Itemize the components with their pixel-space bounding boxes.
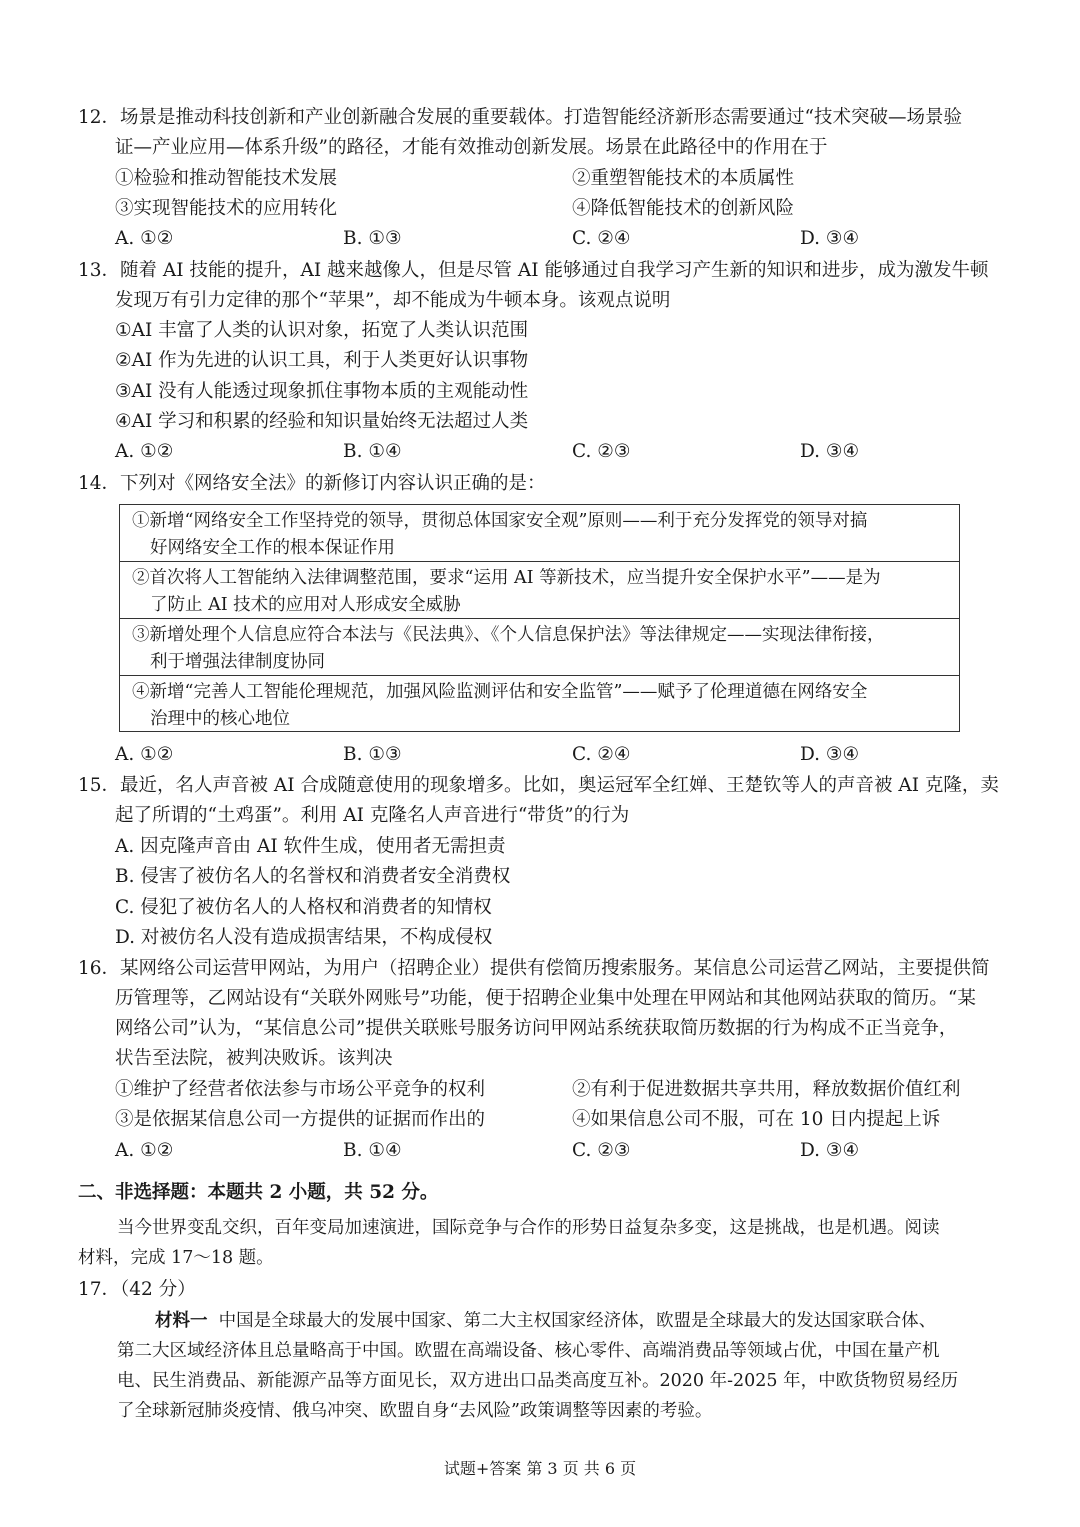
q16-item-1: ①维护了经营者依法参与市场公平竞争的权利 — [115, 1079, 486, 1100]
q16-stem-line-1: 16．某网络公司运营甲网站，为用户（招聘企业）提供有偿简历搜索服务。某信息公司运营乙网站，主要提供简 — [78, 958, 990, 979]
q16-option-a: A. ①② — [115, 1140, 174, 1161]
q14-statement-2-line-1: ②首次将人工智能纳入法律调整范围，要求“运用 AI 等新技术，应当提升安全保护水平”——是为 — [132, 568, 881, 588]
q14-stem: 14．下列对《网络安全法》的新修订内容认识正确的是： — [78, 473, 546, 494]
q16-option-d: D. ③④ — [800, 1140, 860, 1161]
q15-option-a: A. 因克隆声音由 AI 软件生成，使用者无需担责 — [115, 836, 506, 857]
q14-option-c: C. ②④ — [572, 744, 631, 765]
q14-statement-2-line-2: 了防止 AI 技术的应用对人形成安全威胁 — [150, 595, 461, 615]
q13-stem-line-2: 发现万有引力定律的那个“苹果”，却不能成为牛顿本身。该观点说明 — [115, 290, 671, 311]
q16-stem-line-4: 状告至法院，被判决败诉。该判决 — [115, 1048, 393, 1069]
q13-option-c: C. ②③ — [572, 441, 631, 462]
q16-item-2: ②有利于促进数据共享共用，释放数据价值红利 — [572, 1079, 961, 1100]
q15-stem-line-1: 15．最近，名人声音被 AI 合成随意使用的现象增多。比如，奥运冠军全红婵、王楚钦等人的声音被 AI 克隆，卖 — [78, 775, 999, 796]
q14-option-a: A. ①② — [115, 744, 174, 765]
q17-material-1-line-2: 第二大区域经济体且总量略高于中国。欧盟在高端设备、核心零件、高端消费品等领域占优，中国在量产机 — [117, 1341, 940, 1361]
material-1-text: 中国是全球最大的发展中国家、第二大主权国家经济体，欧盟是全球最大的发达国家联合体、 — [218, 1311, 937, 1331]
q12-item-4: ④降低智能技术的创新风险 — [572, 198, 795, 219]
q13-item-1: ①AI 丰富了人类的认识对象，拓宽了人类认识范围 — [115, 320, 529, 341]
q16-item-4: ④如果信息公司不服，可在 10 日内提起上诉 — [572, 1109, 941, 1130]
q13-item-2: ②AI 作为先进的认识工具，利于人类更好认识事物 — [115, 350, 529, 371]
q14-statement-1-line-2: 好网络安全工作的根本保证作用 — [150, 538, 395, 558]
q13-option-d: D. ③④ — [800, 441, 860, 462]
q16-item-3: ③是依据某信息公司一方提供的证据而作出的 — [115, 1109, 486, 1130]
q14-statement-3-line-1: ③新增处理个人信息应符合本法与《民法典》、《个人信息保护法》等法律规定——实现法律衔接， — [132, 625, 885, 645]
q17-title: 17．（42 分） — [78, 1279, 196, 1300]
q14-statement-table — [119, 504, 960, 732]
q12-item-2: ②重塑智能技术的本质属性 — [572, 168, 795, 189]
q12-stem-line-2: 证—产业应用—体系升级”的路径，才能有效推动创新发展。场景在此路径中的作用在于 — [115, 137, 828, 158]
q15-stem-line-2: 起了所谓的“土鸡蛋”。利用 AI 克隆名人声音进行“带货”的行为 — [115, 805, 630, 826]
q14-statement-4-line-2: 治理中的核心地位 — [150, 709, 290, 729]
q17-material-1-line-4: 了全球新冠肺炎疫情、俄乌冲突、欧盟自身“去风险”政策调整等因素的考验。 — [117, 1401, 713, 1421]
q15-option-b: B. 侵害了被仿名人的名誉权和消费者安全消费权 — [115, 866, 511, 887]
q12-option-b: B. ①③ — [343, 228, 402, 249]
q13-option-b: B. ①④ — [343, 441, 402, 462]
q14-statement-4 — [120, 676, 959, 731]
q17-material-1-line-1 — [155, 1308, 936, 1334]
q16-option-b: B. ①④ — [343, 1140, 402, 1161]
section-2-intro-line-2: 材料，完成 17～18 题。 — [78, 1248, 274, 1268]
q13-stem-line-1: 13．随着 AI 技能的提升，AI 越来越像人，但是尽管 AI 能够通过自我学习产生新的知识和进步，成为激发牛顿 — [78, 260, 989, 281]
q16-option-c: C. ②③ — [572, 1140, 631, 1161]
q14-statement-3 — [120, 619, 959, 676]
q14-statement-1-line-1: ①新增“网络安全工作坚持党的领导，贯彻总体国家安全观”原则——利于充分发挥党的领导对搞 — [132, 511, 868, 531]
q15-option-d: D. 对被仿名人没有造成损害结果，不构成侵权 — [115, 927, 493, 948]
q14-statement-3-line-2: 利于增强法律制度协同 — [150, 652, 325, 672]
q12-item-3: ③实现智能技术的应用转化 — [115, 198, 338, 219]
q12-option-d: D. ③④ — [800, 228, 860, 249]
q12-stem-line-1: 12．场景是推动科技创新和产业创新融合发展的重要载体。打造智能经济新形态需要通过“技术突破—场景验 — [78, 107, 963, 128]
q14-statement-1 — [120, 505, 959, 562]
q13-option-a: A. ①② — [115, 441, 174, 462]
q12-item-1: ①检验和推动智能技术发展 — [115, 168, 338, 189]
q16-stem-line-2: 历管理等，乙网站设有“关联外网账号”功能，便于招聘企业集中处理在甲网站和其他网站获取的简历。“某 — [115, 988, 976, 1009]
q16-stem-line-3: 网络公司”认为，“某信息公司”提供关联账号服务访问甲网站系统获取简历数据的行为构成不正当竞争， — [115, 1018, 958, 1039]
q12-option-a: A. ①② — [115, 228, 174, 249]
material-label: 材料一 — [155, 1311, 208, 1331]
q13-item-4: ④AI 学习和积累的经验和知识量始终无法超过人类 — [115, 411, 529, 432]
q14-option-b: B. ①③ — [343, 744, 402, 765]
q17-material-1-line-3: 电、民生消费品、新能源产品等方面见长，双方进出口品类高度互补。2020 年-2025 年，中欧货物贸易经历 — [117, 1371, 959, 1391]
section-2-heading: 二、非选择题：本题共 2 小题，共 52 分。 — [78, 1182, 439, 1203]
q14-statement-2 — [120, 562, 959, 619]
q14-statement-4-line-1: ④新增“完善人工智能伦理规范，加强风险监测评估和安全监管”——赋予了伦理道德在网络安全 — [132, 682, 868, 702]
q13-item-3: ③AI 没有人能透过现象抓住事物本质的主观能动性 — [115, 381, 529, 402]
page-footer: 试题+答案 第 3 页 共 6 页 — [443, 1459, 637, 1478]
q14-option-d: D. ③④ — [800, 744, 860, 765]
section-2-intro-line-1: 当今世界变乱交织，百年变局加速演进，国际竞争与合作的形势日益复杂多变，这是挑战，也是机遇。阅读 — [117, 1218, 940, 1238]
q12-option-c: C. ②④ — [572, 228, 631, 249]
q15-option-c: C. 侵犯了被仿名人的人格权和消费者的知情权 — [115, 897, 492, 918]
